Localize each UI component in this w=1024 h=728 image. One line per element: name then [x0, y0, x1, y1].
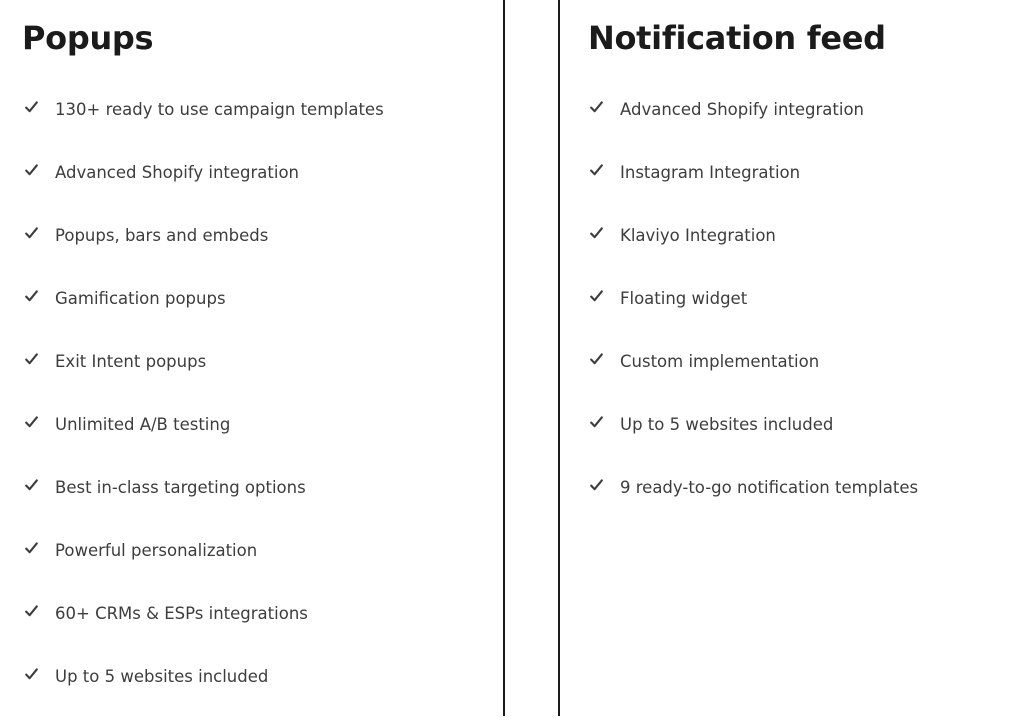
checkmark-icon — [25, 604, 38, 618]
column-divider — [558, 0, 560, 716]
checkmark-icon — [590, 478, 603, 492]
checkmark-icon — [590, 289, 603, 303]
checkmark-icon — [25, 415, 38, 429]
feature-label: Advanced Shopify integration — [620, 100, 864, 119]
feature-label: Advanced Shopify integration — [55, 163, 299, 182]
checkmark-icon — [25, 478, 38, 492]
feature-item — [590, 224, 918, 287]
feature-item — [25, 476, 384, 539]
notification-feed-title: Notification feed — [588, 19, 886, 57]
feature-item — [25, 350, 384, 413]
feature-item — [25, 602, 384, 665]
feature-item — [25, 161, 384, 224]
feature-label: 130+ ready to use campaign templates — [55, 100, 384, 119]
feature-label: 9 ready-to-go notification templates — [620, 478, 919, 497]
feature-label: Klaviyo Integration — [620, 226, 776, 245]
checkmark-icon — [590, 163, 603, 177]
feature-label: Instagram Integration — [620, 163, 801, 182]
notification-feed-column — [561, 0, 1024, 716]
feature-item — [590, 476, 918, 539]
column-divider — [503, 0, 505, 716]
notification-feed-feature-list — [590, 98, 918, 539]
checkmark-icon — [590, 226, 603, 240]
feature-label: Gamification popups — [55, 289, 226, 308]
checkmark-icon — [590, 100, 603, 114]
feature-label: Best in-class targeting options — [55, 478, 306, 497]
feature-label: Unlimited A/B testing — [55, 415, 231, 434]
feature-label: Up to 5 websites included — [55, 667, 269, 686]
checkmark-icon — [25, 100, 38, 114]
feature-label: Floating widget — [620, 289, 748, 308]
feature-item — [25, 413, 384, 476]
feature-item — [590, 413, 918, 476]
feature-label: 60+ CRMs & ESPs integrations — [55, 604, 308, 623]
popups-column — [0, 0, 503, 716]
checkmark-icon — [25, 667, 38, 681]
feature-label: Up to 5 websites included — [620, 415, 834, 434]
feature-item — [25, 287, 384, 350]
feature-item — [25, 539, 384, 602]
feature-item — [590, 287, 918, 350]
feature-item — [25, 98, 384, 161]
checkmark-icon — [590, 415, 603, 429]
popups-title: Popups — [22, 19, 154, 57]
checkmark-icon — [25, 541, 38, 555]
feature-item — [590, 98, 918, 161]
feature-item — [590, 161, 918, 224]
feature-label: Custom implementation — [620, 352, 820, 371]
checkmark-icon — [25, 352, 38, 366]
checkmark-icon — [25, 163, 38, 177]
feature-item — [25, 224, 384, 287]
feature-item — [25, 665, 384, 728]
popups-feature-list — [25, 98, 384, 728]
feature-item — [590, 350, 918, 413]
feature-label: Powerful personalization — [55, 541, 258, 560]
checkmark-icon — [25, 289, 38, 303]
feature-label: Exit Intent popups — [55, 352, 207, 371]
feature-label: Popups, bars and embeds — [55, 226, 269, 245]
checkmark-icon — [590, 352, 603, 366]
checkmark-icon — [25, 226, 38, 240]
